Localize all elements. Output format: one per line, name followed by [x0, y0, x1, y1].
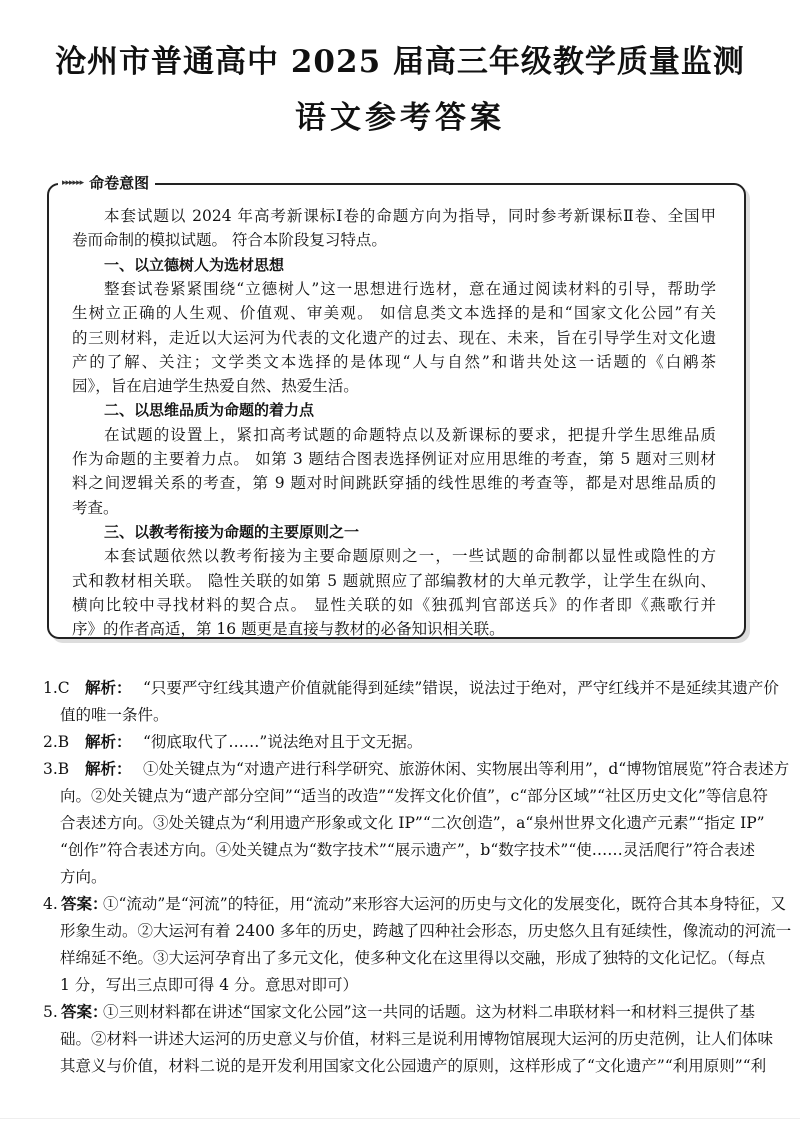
answer-label: 解析： — [85, 733, 132, 751]
answer-item — [43, 1001, 108, 1023]
section-heading: 一、以立德树人为选材思想 — [104, 255, 285, 274]
arrows-icon: ▸▸▸▸▸▸ — [62, 177, 84, 188]
answer-line: 其意义与价值，材料二说的是开发利用国家文化公园遗产的原则，这样形成了“文化遗产”“利用原则”“利 — [60, 1057, 767, 1075]
answer-line: 向。②处关键点为“遗产部分空间”“适当的改造”“发挥文化价值”，c“部分区域”“社区历史文化”等信息符 — [60, 787, 768, 805]
paragraph-line: 产的了解、关注；文学类文本选择的是体现“人与自然”和谐共处这一话题的《白鹇茶 — [72, 352, 716, 371]
page-bottom-divider — [0, 1118, 800, 1119]
answer-line: 合表述方向。③处关键点为“利用遗产形象或文化 IP”“二次创造”，a“泉州世界文化遗产元素”“指定 IP” — [60, 814, 765, 832]
answer-line: “彻底取代了……”说法绝对且于文无据。 — [143, 733, 423, 751]
answer-number: 1.C — [43, 679, 70, 697]
document-title: 沧州市普通高中 2025 届高三年级教学质量监测 — [55, 44, 745, 80]
answer-number: 4. — [43, 895, 58, 913]
answer-label: 解析： — [85, 760, 132, 778]
paragraph-line: 在试题的设置上，紧扣高考试题的命题特点以及新课标的要求，把提升学生思维品质 — [104, 425, 716, 444]
paragraph-line: 式和教材相关联。 隐性关联的如第 5 题就照应了部编教材的大单元教学，让学生在纵向、 — [72, 571, 716, 590]
paragraph-line: 作为命题的主要着力点。 如第 3 题结合图表选择例证对应用思维的考查，第 5 题对三则材 — [72, 450, 716, 468]
answer-line: 值的唯一条件。 — [60, 706, 169, 724]
answer-label: 答案： — [61, 895, 108, 913]
answer-item — [43, 893, 108, 915]
document-subtitle: 语文参考答案 — [295, 100, 505, 136]
answer-line: ①处关键点为“对遗产进行科学研究、旅游休闲、实物展出等利用”，d“博物馆展览”符合表述方 — [143, 760, 790, 778]
answer-item — [43, 731, 132, 753]
paragraph-line: 本套试题依然以教考衔接为主要命题原则之一，一些试题的命制都以显性或隐性的方 — [104, 547, 716, 566]
answer-line: 1 分，写出三点即可得 4 分。意思对即可） — [60, 976, 359, 994]
answer-line: 方向。 — [60, 868, 107, 886]
intent-heading-label: 命卷意图 — [89, 174, 150, 192]
paragraph-line: 生树立正确的人生观、价值观、审美观。 如信息类文本选择的是和“国家文化公园”有关 — [72, 304, 716, 323]
answer-label: 解析： — [85, 679, 132, 697]
answer-line: 础。②材料一讲述大运河的历史意义与价值，材料三是说利用博物馆展现大运河的历史范例，让人们体味 — [60, 1030, 774, 1048]
answer-line: ①三则材料都在讲述“国家文化公园”这一共同的话题。这为材料二串联材料一和材料三提供了基 — [103, 1003, 755, 1021]
section-heading: 三、以教考衔接为命题的主要原则之一 — [104, 522, 360, 541]
answer-label: 答案： — [61, 1003, 108, 1021]
answer-item — [43, 677, 132, 699]
paragraph-line: 的三则材料，走近以大运河为代表的文化遗产的过去、现在、未来，旨在引导学生对文化遗 — [72, 328, 716, 347]
answer-number: 3.B — [43, 760, 70, 778]
paragraph-line: 序》的作者高适，第 16 题更是直接与教材的必备知识相关联。 — [72, 620, 505, 639]
answer-line: ①“流动”是“河流”的特征，用“流动”来形容大运河的历史与文化的发展变化，既符合其本身特征，又 — [103, 895, 787, 913]
answer-line: 样绵延不绝。③大运河孕育出了多元文化，使多种文化在这里得以交融，形成了独特的文化记忆。（每点 — [60, 949, 766, 967]
section-heading: 二、以思维品质为命题的着力点 — [104, 401, 315, 420]
paragraph-line: 横向比较中寻找材料的契合点。 显性关联的如《独孤判官部送兵》的作者即《燕歌行并 — [72, 595, 716, 614]
paragraph-line: 考查。 — [72, 498, 119, 517]
paragraph-line: 园》，旨在启迪学生热爱自然、热爱生活。 — [72, 377, 359, 396]
answer-line: 形象生动。②大运河有着 2400 多年的历史，跨越了四种社会形态，历史悠久且有延续性，像流动的河流一 — [60, 922, 792, 940]
paragraph-line: 料之间逻辑关系的考查，第 9 题对时间跳跃穿插的线性思维的考查等，都是对思维品质的 — [72, 474, 716, 493]
answer-item — [43, 758, 132, 780]
answer-number: 5. — [43, 1003, 58, 1021]
answer-line: “只要严守红线其遗产价值就能得到延续”错误，说法过于绝对，严守红线并不是延续其遗产价 — [143, 679, 779, 697]
paragraph-line: 本套试题以 2024 年高考新课标Ⅰ卷的命题方向为指导，同时参考新课标Ⅱ卷、全国甲 — [104, 207, 716, 225]
intent-box-heading — [58, 172, 155, 193]
paragraph-line: 整套试卷紧紧围绕“立德树人”这一思想进行选材，意在通过阅读材料的引导，帮助学 — [104, 279, 716, 298]
answer-number: 2.B — [43, 733, 70, 751]
answer-line: “创作”符合表述方向。④处关键点为“数字技术”“展示遗产”，b“数字技术”“使……灵活爬行”符合表述 — [60, 841, 755, 859]
paragraph-line: 卷而命制的模拟试题。 符合本阶段复习特点。 — [72, 231, 387, 250]
